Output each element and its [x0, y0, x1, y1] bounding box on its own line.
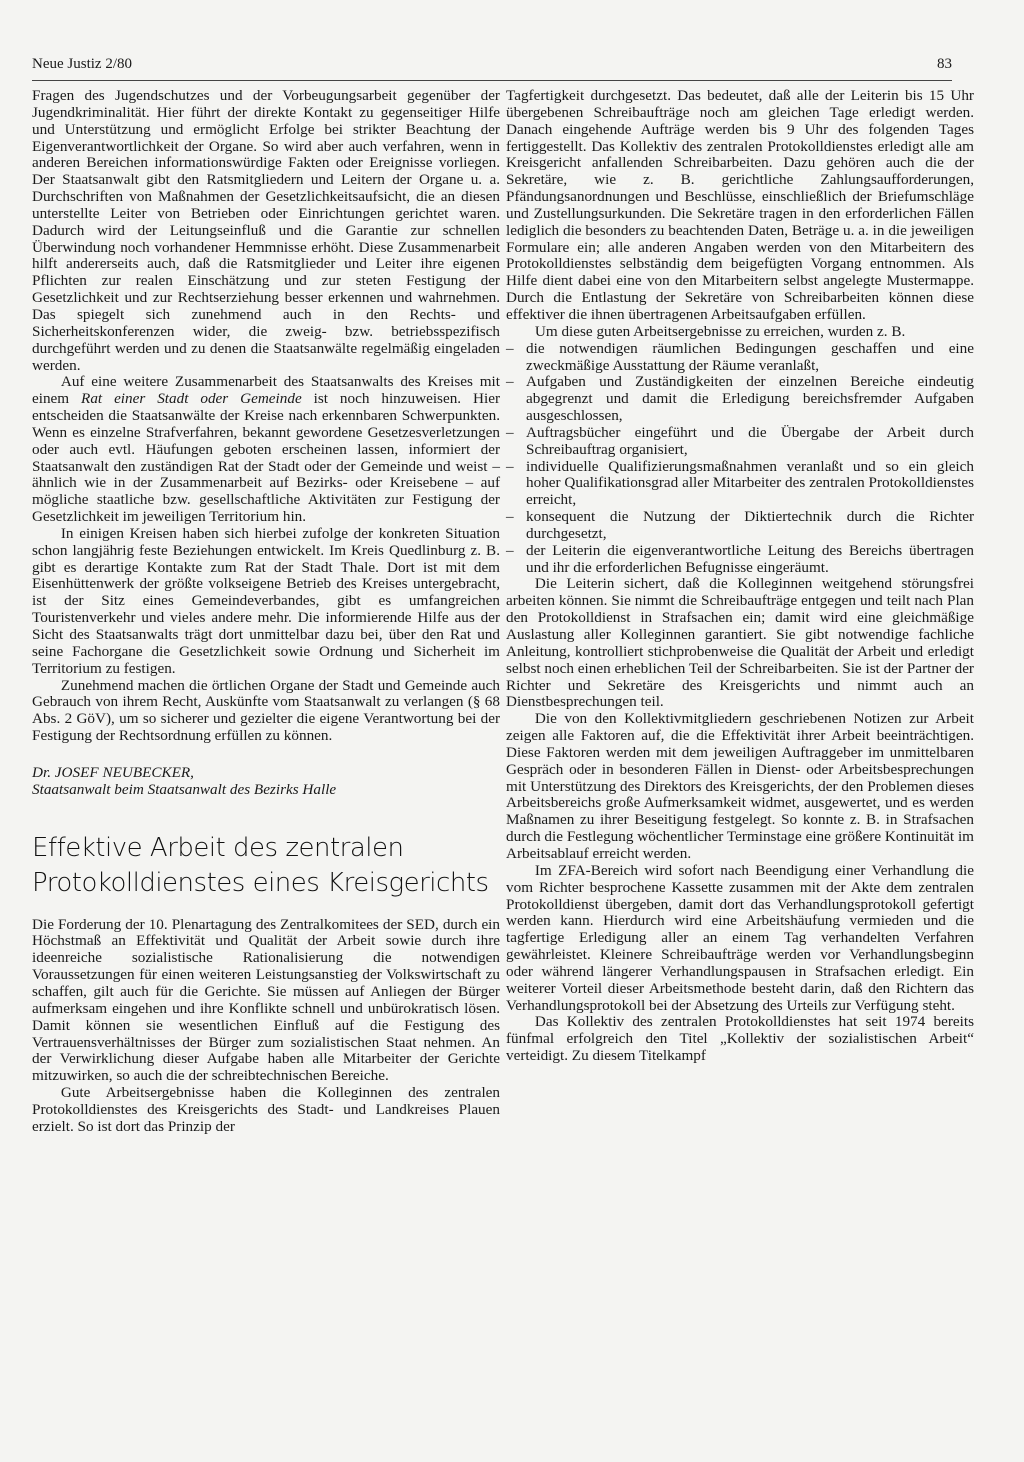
paragraph: Gute Arbeitsergebnisse haben die Kolleginnen des zentralen Protokolldienstes des Kreisgerichts des Stadt- und Landkreises Plauen erzielt. So ist dort das Prinzip der — [32, 1084, 500, 1135]
list-item: – konsequent die Nutzung der Diktiertechnik durch die Richter durchgesetzt, — [506, 509, 974, 543]
author-signature — [32, 765, 500, 799]
list-item: – der Leiterin die eigenverantwortliche Leitung des Bereichs übertragen und ihr die erforderlichen Befugnisse eingeräumt. — [506, 543, 974, 577]
right-column — [506, 88, 974, 1065]
emphasis-text: Rat einer Stadt oder Gemeinde — [81, 390, 302, 408]
measures-list — [506, 341, 974, 577]
paragraph: Tagfertigkeit durchgesetzt. Das bedeutet, daß alle der Leiterin bis 15 Uhr übergebenen Schreibaufträge noch am gleichen Tage erledigt werden. Danach eingehende Aufträge werden bis 9 Uhr des folgenden Tages fertiggestellt. Das Kollektiv des zentralen Protokolldienstes erledigt alle am Kreisgericht anfallenden Schreibarbeiten. Dazu gehören auch die der Sekretäre, wie z. B. gerichtliche Zahlungsaufforderungen, Pfändungsanordnungen und Beschlüsse, einschließlich der Briefumschläge und Zustellungsurkunden. Die Sekretäre tragen in den erforderlichen Fällen lediglich die besonders zu beachtenden Daten, Beträge u. a. in die jeweiligen Formulare ein; alle anderen Angaben werden von den Mitarbeitern des Protokolldienstes selbständig dem beigefügten Vorgang entnommen. Als Hilfe dient dabei eine von den Mitarbeitern selbst angelegte Mustermappe. Durch die Entlastung der Sekretäre von Schreibarbeiten können diese effektiver die ihnen übertragenen Arbeitsaufgaben erfüllen. — [506, 87, 974, 323]
header-rule — [32, 80, 952, 81]
list-item: – Auftragsbücher eingeführt und die Übergabe der Arbeit durch Schreibauftrag organisiert, — [506, 425, 974, 459]
paragraph: Fragen des Jugendschutzes und der Vorbeugungsarbeit gegenüber der Jugendkriminalität. Hier führt der direkte Kontakt zu gegenseitiger Hilfe und Unterstützung und ermöglicht Erfolge bei strikter Beachtung der Eigenverantwortlichkeit der Organe. So wird aber auch verfahren, wenn in anderen Bereichen informationswürdige Fakten oder Ereignisse vorliegen. Der Staatsanwalt gibt den Ratsmitgliedern und Leitern der Organe u. a. Durchschriften von Maßnahmen der Gesetzlichkeitsaufsicht, die an diesen unterstellte Leiter von Betrieben oder Einrichtungen gerichtet waren. Dadurch wird der Leitungseinfluß und die Garantie zur schnellen Überwindung noch vorhandener Hemmnisse erhöht. Diese Zusammenarbeit hilft andererseits auch, daß die Ratsmitglieder und Leiter ihre eigenen Pflichten zur realen Einschätzung und zur steten Festigung der Gesetzlichkeit und zur Rechtserziehung besser erkennen und wahrnehmen. Das spiegelt sich zunehmend auch in den Rechts- und Sicherheitskonferenzen wider, die zweig- bzw. betriebsspezifisch durchgeführt werden und zu denen die Staatsanwälte regelmäßig eingeladen werden. — [32, 87, 500, 374]
paragraph: Die Forderung der 10. Plenartagung des Zentralkomitees der SED, durch ein Höchstmaß an Effektivität und Qualität der Arbeit sowie durch ihre ideenreiche sozialistische Rationalisierung die notwendigen Voraussetzungen für einen weiteren Leistungsanstieg der Volkswirtschaft zu schaffen, gilt auch für die Gerichte. Sie müssen auf Anliegen der Bürger aufmerksam eingehen und ihre Konflikte schnell und unbürokratisch lösen. Damit können sie wesentlichen Einfluß auf die Festigung des Vertrauensverhältnisses der Bürger zum sozialistischen Staat nehmen. An der Verwirklichung dieser Aufgabe haben alle Mitarbeiter der Gerichte mitzuwirken, so auch die der schreibtechnischen Bereiche. — [32, 915, 500, 1085]
author-name: Dr. JOSEF NEUBECKER, — [32, 763, 194, 781]
paragraph: Zunehmend machen die örtlichen Organe der Stadt und Gemeinde auch Gebrauch von ihrem Recht, Auskünfte vom Staatsanwalt zu verlangen (§ 68 Abs. 2 GöV), um so sicherer und gezielter die eigene Verantwortung bei der Festigung der Rechtsordnung erfüllen zu können. — [32, 676, 500, 745]
paragraph-text: ist noch hinzuweisen. Hier entscheiden die Staatsanwälte der Kreise nach erkennbaren Schwerpunkten. Wenn es einzelne Strafverfahren, bekannt gewordene Gesetzesverletzungen oder auch evtl. Häufungen geboten erscheinen lassen, informiert der Staatsanwalt den zuständigen Rat der Stadt oder der Gemeinde und weist – ähnlich wie in der Zusammenarbeit auf Bezirks- oder Kreisebene – auf mögliche staatliche bzw. gesellschaftliche Aktivitäten zur Festigung der Gesetzlichkeit im jeweiligen Territorium hin. — [32, 390, 501, 526]
list-item: – die notwendigen räumlichen Bedingungen geschaffen und eine zweckmäßige Ausstattung der Räume veranlaßt, — [506, 341, 974, 375]
list-item: – individuelle Qualifizierungsmaßnahmen veranlaßt und so ein gleich hoher Qualifikationsgrad aller Mitarbeiter des zentralen Protokolldienstes erreicht, — [506, 459, 974, 510]
paragraph: Die von den Kollektivmitgliedern geschriebenen Notizen zur Arbeit zeigen alle Faktoren auf, die die Effektivität ihrer Arbeit beeinträchtigen. Diese Faktoren werden mit dem jeweiligen Auftraggeber im unmittelbaren Gespräch oder in besonderen Fällen in Dienst- oder Arbeitsbesprechungen mit Unterstützung des Direktors des Kreisgerichts, der den Problemen dieses Arbeitsbereichs große Aufmerksamkeit widmet, ausgewertet, und es werden Maßnamen zu ihrer Beseitigung festgelegt. So konnte z. B. in Strafsachen durch die Festlegung wöchentlicher Terminstage eine größere Kontinuität im Arbeitsablauf erreicht werden. — [506, 710, 974, 862]
paragraph-text: Auf eine weitere Zusammenarbeit des Staatsanwalts des Kreises mit einem — [32, 373, 500, 408]
paragraph: Die Leiterin sichert, daß die Kolleginnen weitgehend störungsfrei arbeiten können. Sie nimmt die Schreibaufträge entgegen und teilt nach Plan den Protokolldienst in Strafsachen ein; damit wird eine gleichmäßige Auslastung aller Kolleginnen garantiert. Sie gibt notwendige fachliche Anleitung, kontrolliert stichprobenweise die Qualität der Arbeit und erledigt selbst noch einen erheblichen Teil der Schreibarbeiten. Sie ist der Partner der Richter und Sekretäre des Kreisgerichts und nimmt auch an Dienstbesprechungen teil. — [506, 575, 974, 711]
paragraph: In einigen Kreisen haben sich hierbei zufolge der konkreten Situation schon langjährig feste Beziehungen entwickelt. Im Kreis Quedlinburg z. B. gibt es derartige Kontakte zum Rat der Stadt Thale. Dort ist mit dem Eisenhüttenwerk der größte volkseigene Betrieb des Kreises untergebracht, ist der Sitz eines Gemeindeverbandes, gibt es umfangreichen Touristenverkehr und vieles andere mehr. Die informierende Hilfe aus der Sicht des Staatsanwalts trägt dort unmittelbar dazu bei, über den Rat und seine Fachorgane die Gesetzlichkeit sowie Ordnung und Sicherheit im Territorium zu festigen. — [32, 524, 500, 677]
left-column — [32, 88, 500, 1136]
running-head — [32, 56, 952, 80]
article-title-line: Protokolldienstes eines Kreisgerichts — [32, 867, 489, 898]
paragraph — [32, 374, 500, 526]
page-number: 83 — [937, 56, 952, 72]
article-title-line: Effektive Arbeit des zentralen — [32, 832, 404, 863]
author-role: Staatsanwalt beim Staatsanwalt des Bezirks Halle — [32, 780, 337, 798]
article-title — [32, 831, 500, 901]
paragraph: Um diese guten Arbeitsergebnisse zu erreichen, wurden z. B. — [534, 322, 906, 340]
paragraph: Das Kollektiv des zentralen Protokolldienstes hat seit 1974 bereits fünfmal erfolgreich den Titel „Kollektiv der sozialistischen Arbeit“ verteidigt. Zu diesem Titelkampf — [506, 1013, 974, 1065]
journal-issue: Neue Justiz 2/80 — [32, 56, 132, 72]
paragraph: Im ZFA-Bereich wird sofort nach Beendigung einer Verhandlung die vom Richter besprochene Kassette zusammen mit der Akte dem zentralen Protokolldienst übergeben, damit dort das Verhandlungsprotokoll gefertigt werden kann. Hierdurch wird eine Arbeitshäufung vermieden und die tagfertige Erledigung aller an einem Tag verhandelten Verfahren gewährleistet. Kleinere Schreibaufträge werden vor Verhandlungsbeginn oder während längerer Verhandlungspausen in Strafsachen erledigt. Ein weiterer Vorteil dieser Arbeitsmethode besteht darin, daß den Richtern das Verhandlungsprotokoll bei der Absetzung des Urteils zur Verfügung steht. — [506, 861, 974, 1014]
list-item: – Aufgaben und Zuständigkeiten der einzelnen Bereiche eindeutig abgegrenzt und damit die Erledigung bereichsfremder Aufgaben ausgeschlossen, — [506, 374, 974, 425]
